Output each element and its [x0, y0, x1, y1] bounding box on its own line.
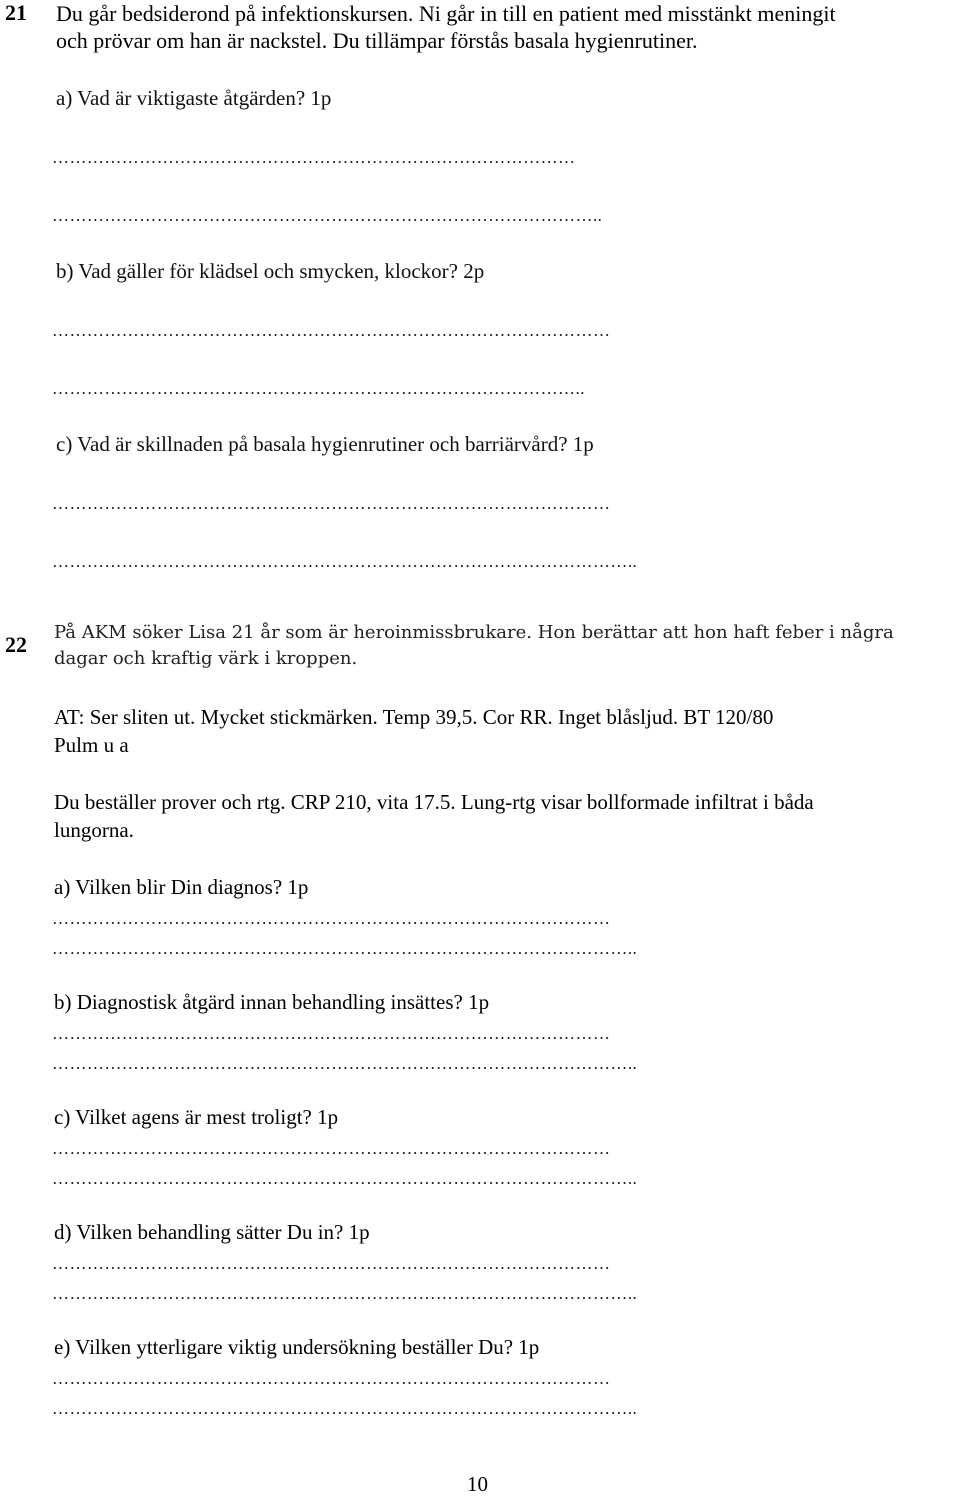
- q21-intro-line-1: Du går bedsiderond på infektionskursen. Ni går in till en patient med misstänkt meningit: [56, 1, 836, 26]
- q22-intro-line-1: På AKM söker Lisa 21 år som är heroinmissbrukare. Hon berättar att hon haft feber i några: [54, 622, 894, 643]
- q22e-question: e) Vilken ytterligare viktig undersökning beställer Du? 1p: [54, 1335, 540, 1359]
- q22c-answer-line-1[interactable]: ……………………………………………………………………………………: [52, 1139, 611, 1158]
- q22e-answer-line-1[interactable]: ……………………………………………………………………………………: [52, 1369, 611, 1388]
- q22-intro-line-2: dagar och kraftig värk i kroppen.: [54, 648, 358, 669]
- q21a-question: a) Vad är viktigaste åtgärden? 1p: [56, 86, 332, 110]
- q21b-answer-line-1[interactable]: ……………………………………………………………………………………: [52, 321, 611, 340]
- q21c-question: c) Vad är skillnaden på basala hygienrutiner och barriärvård? 1p: [56, 432, 594, 456]
- q21b-question: b) Vad gäller för klädsel och smycken, klockor? 2p: [56, 259, 485, 283]
- q22b-answer-line-1[interactable]: ……………………………………………………………………………………: [52, 1024, 611, 1043]
- q22-lab-line-2: lungorna.: [54, 818, 134, 842]
- question-number-22: 22: [5, 632, 27, 657]
- q22d-answer-line-1[interactable]: ……………………………………………………………………………………: [52, 1254, 611, 1273]
- question-number-21: 21: [5, 0, 27, 25]
- q21a-answer-line-1[interactable]: ………………………………………………………………………………: [52, 148, 576, 167]
- q22-status-line-1: AT: Ser sliten ut. Mycket stickmärken. Temp 39,5. Cor RR. Inget blåsljud. BT 120/80: [54, 705, 774, 729]
- page-number: 10: [467, 1472, 488, 1496]
- q22d-question: d) Vilken behandling sätter Du in? 1p: [54, 1220, 370, 1244]
- q22c-answer-line-2[interactable]: ………………………………………………………………………………………..: [52, 1169, 638, 1188]
- q22e-answer-line-2[interactable]: ………………………………………………………………………………………..: [52, 1399, 638, 1418]
- q21a-answer-line-2[interactable]: …………………………………………………………………………………..: [52, 206, 603, 225]
- q21b-answer-line-2[interactable]: ………………………………………………………………………………..: [52, 379, 585, 398]
- q22b-question: b) Diagnostisk åtgärd innan behandling insättes? 1p: [54, 990, 490, 1014]
- q21c-answer-line-2[interactable]: ………………………………………………………………………………………..: [52, 552, 638, 571]
- q22a-question: a) Vilken blir Din diagnos? 1p: [54, 875, 309, 899]
- q21c-answer-line-1[interactable]: ……………………………………………………………………………………: [52, 494, 611, 513]
- q22-lab-line-1: Du beställer prover och rtg. CRP 210, vita 17.5. Lung-rtg visar bollformade infiltrat i båda: [54, 790, 814, 814]
- q22-status-line-2: Pulm u a: [54, 733, 129, 757]
- q21-intro-line-2: och prövar om han är nackstel. Du tillämpar förstås basala hygienrutiner.: [56, 28, 698, 53]
- q22a-answer-line-2[interactable]: ………………………………………………………………………………………..: [52, 939, 638, 958]
- q22c-question: c) Vilket agens är mest troligt? 1p: [54, 1105, 339, 1129]
- q22b-answer-line-2[interactable]: ………………………………………………………………………………………..: [52, 1054, 638, 1073]
- q22a-answer-line-1[interactable]: ……………………………………………………………………………………: [52, 909, 611, 928]
- q22d-answer-line-2[interactable]: ………………………………………………………………………………………..: [52, 1284, 638, 1303]
